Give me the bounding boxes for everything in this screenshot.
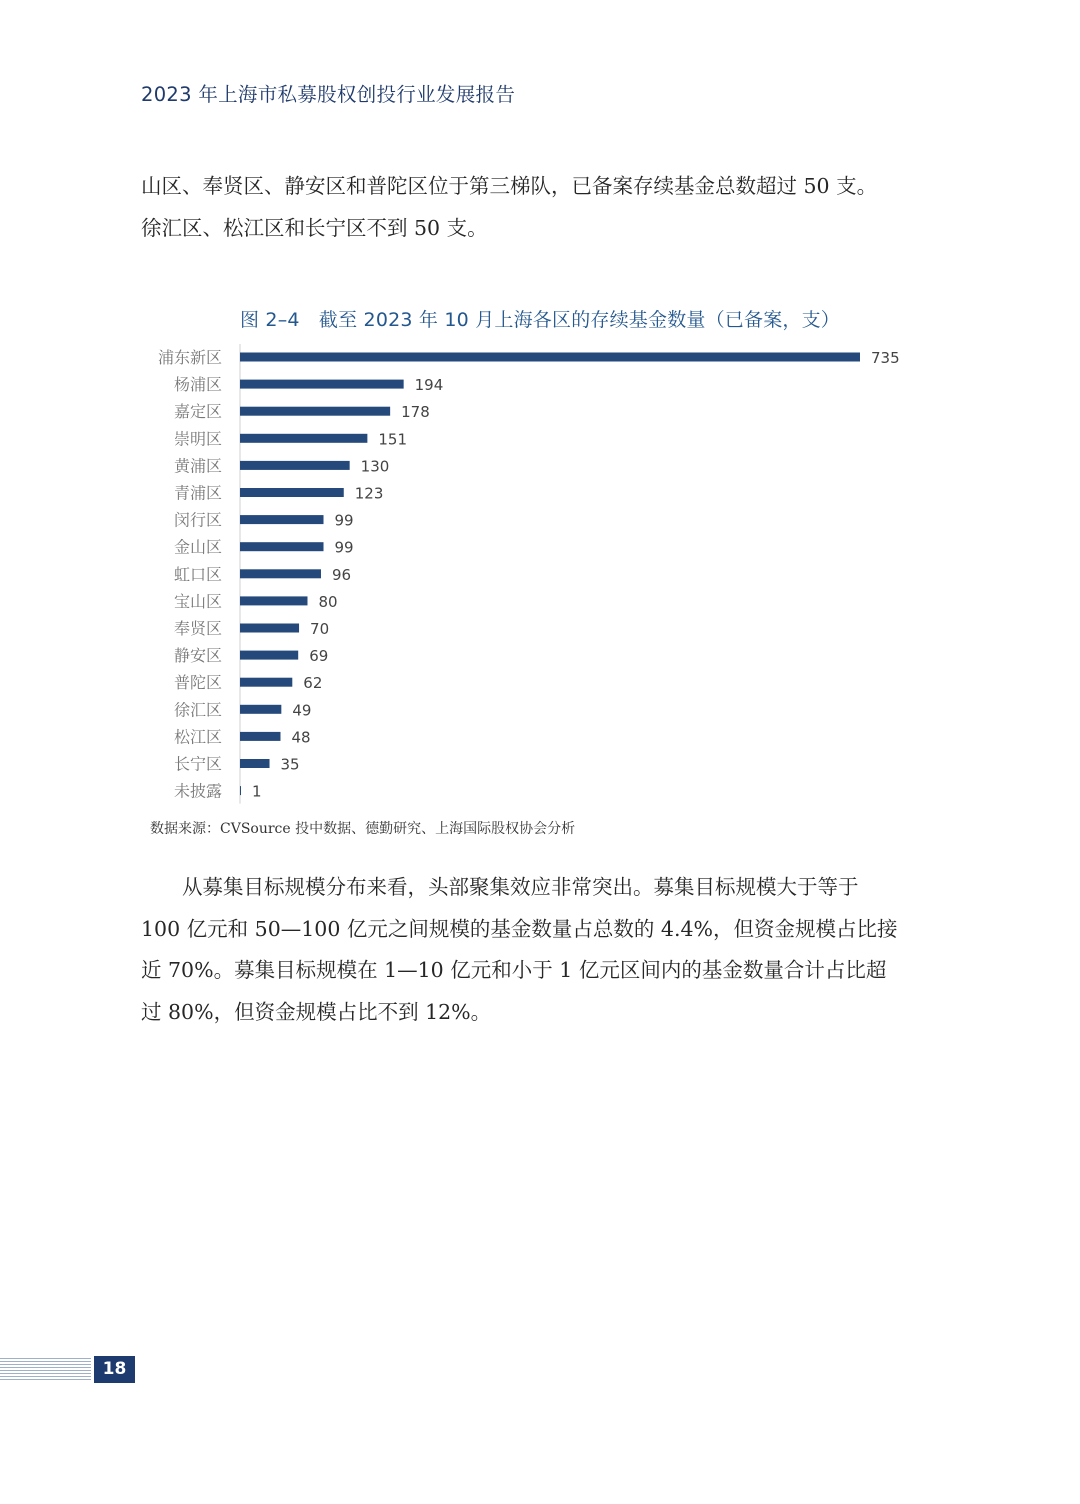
category-label: 松江区	[173, 727, 222, 747]
paragraph-line: 过 80%，但资金规模占比不到 12%。	[141, 999, 492, 1024]
category-label: 虹口区	[173, 564, 222, 584]
bar	[240, 786, 241, 795]
category-label: 黄浦区	[173, 456, 222, 476]
data-label: 130	[360, 457, 390, 476]
data-label: 99	[334, 511, 354, 530]
data-source-note: 数据来源：CVSource 投中数据、德勤研究、上海国际股权协会分析	[150, 821, 576, 837]
data-label: 70	[310, 620, 330, 638]
data-label: 48	[291, 728, 311, 747]
data-label: 35	[280, 755, 300, 774]
data-label: 151	[378, 430, 408, 449]
body-paragraph-1	[141, 166, 931, 249]
bar	[240, 651, 298, 660]
category-label: 青浦区	[173, 483, 222, 503]
bar	[240, 461, 350, 470]
bar	[240, 434, 367, 443]
data-label: 194	[414, 376, 444, 395]
category-label: 金山区	[173, 537, 222, 557]
bar	[240, 624, 299, 633]
data-label: 69	[309, 647, 329, 666]
bar	[240, 705, 281, 714]
data-label: 1	[252, 782, 262, 801]
footer-decoration	[0, 1358, 91, 1382]
paragraph-line: 山区、奉贤区、静安区和普陀区位于第三梯队，已备案存续基金总数超过 50 支。	[141, 174, 878, 198]
data-label: 62	[303, 674, 323, 693]
data-label: 735	[871, 349, 900, 367]
bar	[240, 759, 270, 768]
data-label: 80	[318, 592, 338, 611]
bar	[240, 515, 324, 524]
category-label: 杨浦区	[173, 375, 222, 395]
bar	[240, 732, 280, 741]
bar	[240, 488, 344, 497]
bar	[240, 407, 390, 416]
paragraph-line: 100 亿元和 50—100 亿元之间规模的基金数量占总数的 4.4%，但资金规模占比接	[141, 916, 898, 941]
data-label: 96	[331, 565, 352, 584]
body-paragraph-2	[141, 867, 931, 1033]
data-label: 49	[292, 701, 312, 720]
bar-chart	[0, 335, 1080, 805]
category-label: 崇明区	[173, 429, 222, 449]
data-label: 123	[354, 484, 384, 503]
category-label: 奉贤区	[173, 619, 222, 638]
data-label: 178	[401, 403, 430, 422]
data-label: 99	[334, 538, 354, 557]
chart-title: 图 2–4 截至 2023 年 10 月上海各区的存续基金数量（已备案，支）	[239, 309, 840, 331]
running-header: 2023 年上海市私募股权创投行业发展报告	[141, 83, 516, 106]
bar	[240, 569, 321, 578]
bar	[240, 678, 292, 687]
paragraph-line: 从募集目标规模分布来看，头部聚集效应非常突出。募集目标规模大于等于	[182, 875, 859, 899]
category-label: 徐汇区	[173, 700, 222, 720]
paragraph-line: 徐汇区、松江区和长宁区不到 50 支。	[141, 215, 488, 240]
category-label: 未披露	[173, 781, 222, 801]
paragraph-line: 近 70%。募集目标规模在 1—10 亿元和小于 1 亿元区间内的基金数量合计占比超	[141, 958, 887, 982]
page-footer	[0, 1356, 140, 1384]
category-label: 浦东新区	[157, 348, 222, 367]
page-number: 18	[94, 1356, 135, 1383]
bar	[240, 542, 324, 551]
category-label: 宝山区	[173, 591, 222, 611]
bar	[240, 596, 307, 605]
category-label: 静安区	[173, 646, 222, 666]
category-label: 长宁区	[173, 754, 222, 774]
category-label: 嘉定区	[173, 402, 222, 422]
bar	[240, 353, 860, 362]
category-label: 普陀区	[173, 673, 222, 693]
bar	[240, 380, 404, 389]
category-label: 闵行区	[173, 510, 222, 530]
